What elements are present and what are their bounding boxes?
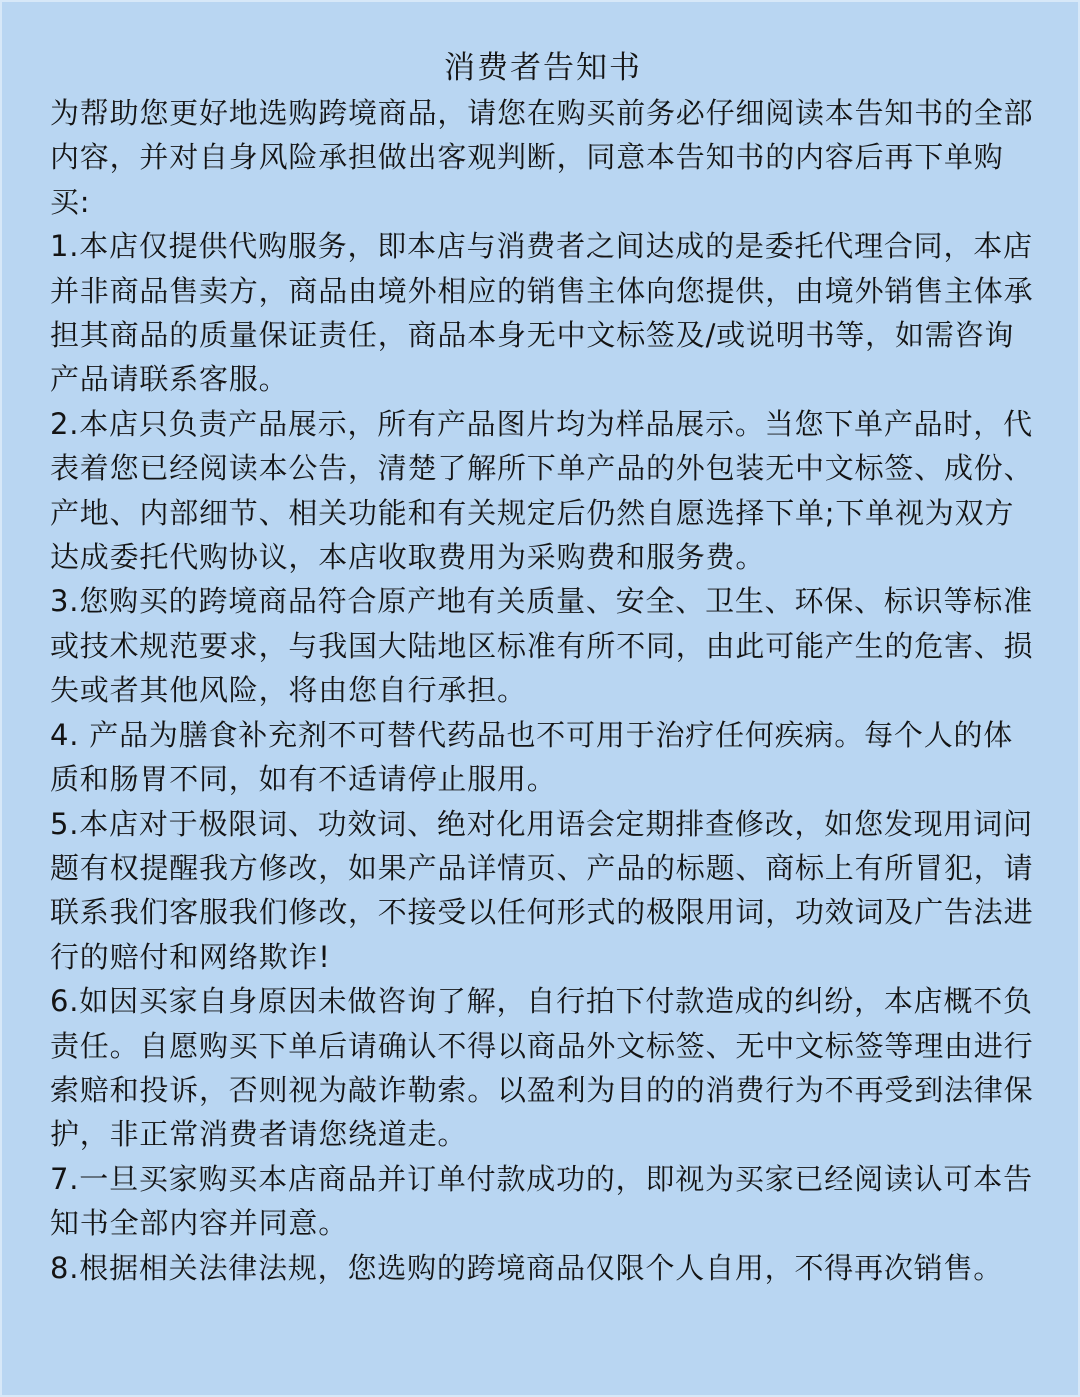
clause-6: 6.如因买家自身原因未做咨询了解，自行拍下付款造成的纠纷，本店概不负责任。自愿购买下单后请确认不得以商品外文标签、无中文标签等理由进行索赔和投诉，否则视为敲诈勒索。以盈利为目的的消费行为不再受到法律保护，非正常消费者请您绕道走。 <box>50 984 1034 1152</box>
clause-8: 8.根据相关法律法规，您选购的跨境商品仅限个人自用，不得再次销售。 <box>50 1250 1004 1285</box>
clause-5: 5.本店对于极限词、功效词、绝对化用语会定期排查修改，如您发现用词问题有权提醒我方修改，如果产品详情页、产品的标题、商标上有所冒犯，请联系我们客服我们修改，不接受以任何形式的极限用词，功效词及广告法进行的赔付和网络欺诈! <box>50 806 1034 974</box>
clause-1: 1.本店仅提供代购服务，即本店与消费者之间达成的是委托代理合同，本店并非商品售卖方，商品由境外相应的销售主体向您提供，由境外销售主体承担其商品的质量保证责任，商品本身无中文标签及/或说明书等，如需咨询产品请联系客服。 <box>50 229 1034 397</box>
clause-7: 7.一旦买家购买本店商品并订单付款成功的，即视为买家已经阅读认可本告知书全部内容并同意。 <box>50 1161 1033 1241</box>
notice-title: 消费者告知书 <box>444 50 642 86</box>
clause-2: 2.本店只负责产品展示，所有产品图片均为样品展示。当您下单产品时，代表着您已经阅读本公告，清楚了解所下单产品的外包装无中文标签、成份、产地、内部细节、相关功能和有关规定后仍然自愿选择下单;下单视为双方达成委托代购协议，本店收取费用为采购费和服务费。 <box>50 406 1034 575</box>
notice-intro: 为帮助您更好地选购跨境商品，请您在购买前务必仔细阅读本告知书的全部内容，并对自身风险承担做出客观判断，同意本告知书的内容后再下单购买: <box>50 96 1034 219</box>
clause-4: 4. 产品为膳食补充剂不可替代药品也不可用于治疗任何疾病。每个人的体质和肠胃不同，如有不适请停止服用。 <box>50 717 1014 797</box>
clause-3: 3.您购买的跨境商品符合原产地有关质量、安全、卫生、环保、标识等标准或技术规范要求，与我国大陆地区标准有所不同，由此可能产生的危害、损失或者其他风险，将由您自行承担。 <box>50 584 1034 708</box>
